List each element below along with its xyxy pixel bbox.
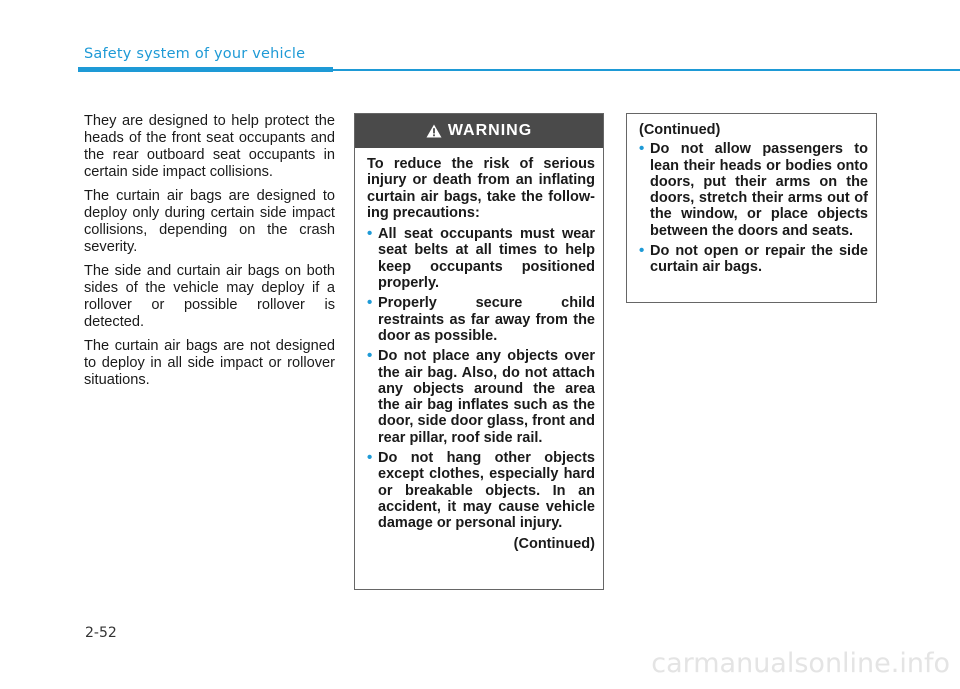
bullet-text: Do not place any objects over the air bag. Also, do not attach any objects around the area the air bag inflates such as the door, side door glass, front and rear pillar, roof side rail. [378,348,595,446]
bullet-text: Properly secure child restraints as far away from the door as possible. [378,295,595,344]
header-rule-thick [78,67,333,72]
watermark: carmanualsonline.info [651,648,950,679]
bullet-icon: • [367,449,373,467]
warning-body [355,148,603,552]
list-item [367,295,595,344]
list-item [367,348,595,446]
header-rule-thin [333,69,960,71]
list-item [367,226,595,291]
warning-triangle-icon [426,124,442,138]
continued-warning-box [626,113,877,303]
list-item [367,450,595,531]
bullet-icon: • [367,225,373,243]
warning-box [354,113,604,590]
warning-header [355,114,603,148]
warning-bullet-list [367,226,595,531]
continued-note: (Continued) [513,535,595,552]
section-title: Safety system of your vehicle [84,46,306,62]
bullet-text: Do not open or repair the side curtain air bags. [650,243,868,276]
continued-label: (Continued) [639,122,721,138]
bullet-icon: • [639,242,645,260]
paragraph: The side and curtain air bags on both sides of the vehicle may deploy if a rollover or possible rollover is detected. [84,263,335,330]
paragraph: The curtain air bags are not designed to deploy in all side impact or rollover situations. [84,338,335,388]
bullet-text: All seat occupants must wear seat belts at all times to help keep occupants positioned properly. [378,226,595,292]
page-number: 2-52 [85,625,117,641]
list-item [639,243,868,276]
bullet-text: Do not hang other objects except clothes, especially hard or breakable objects. In an accident, it may cause vehicle damage or personal injury. [378,450,595,532]
body-text-column [84,113,335,396]
paragraph: They are designed to help protect the heads of the front seat occupants and the rear outboard seat occupants in certain side impact collisions. [84,113,335,180]
bullet-icon: • [367,294,373,312]
bullet-icon: • [639,140,645,158]
bullet-text: Do not allow passengers to lean their heads or bodies onto doors, put their arms on the doors, stretch their arms out of the window, or place objects between the doors and seats. [650,141,868,239]
continued-bullet-list [639,141,868,275]
bullet-icon: • [367,347,373,365]
warning-intro: To reduce the risk of serious injury or death from an inflating curtain air bags, take the follow-ing precautions: [367,156,595,221]
paragraph: The curtain air bags are designed to deploy only during certain side impact collisions, depending on the crash severity. [84,188,335,255]
warning-title: WARNING [447,122,533,139]
list-item [639,141,868,239]
